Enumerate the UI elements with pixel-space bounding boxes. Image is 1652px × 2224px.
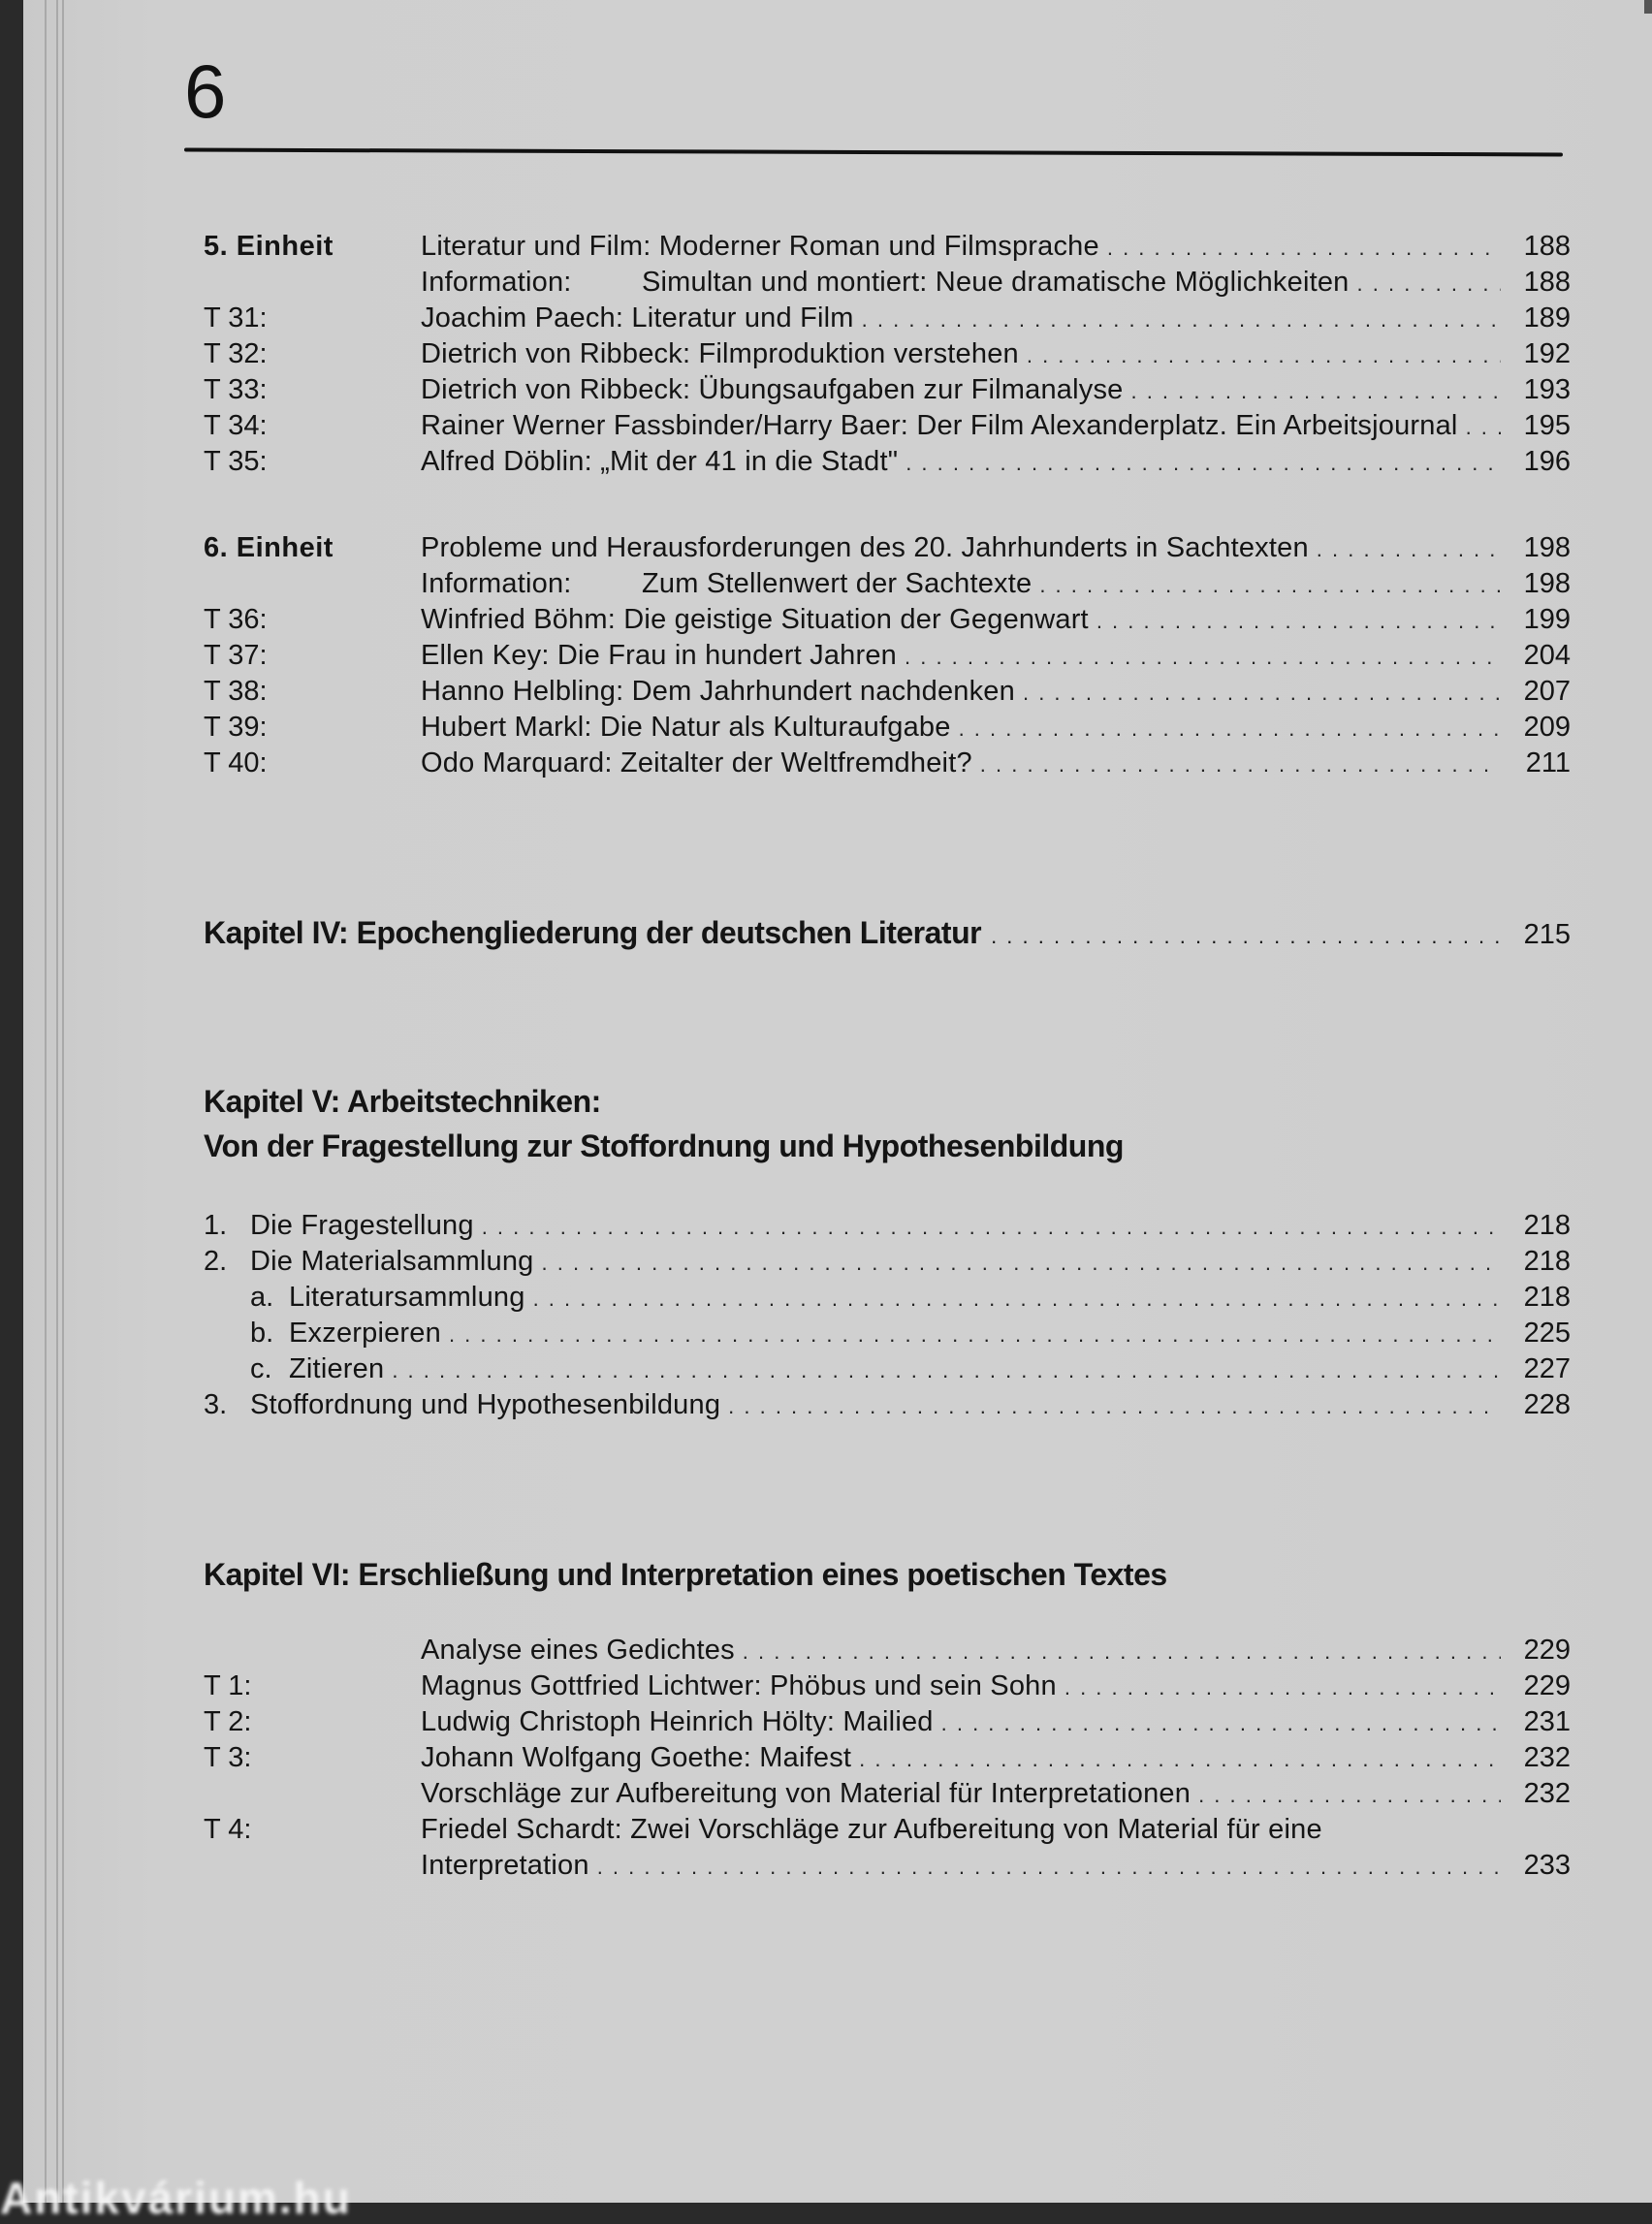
entry-page: 215 [1523, 919, 1571, 950]
entry-page: 192 [1523, 338, 1571, 369]
dot-leader [728, 1388, 1501, 1424]
dot-leader [1039, 567, 1501, 603]
entry-label: T 37: [204, 640, 268, 671]
entry-page: 188 [1523, 231, 1571, 262]
entry-page: 207 [1523, 676, 1571, 707]
entry-label: T 4: [204, 1814, 252, 1845]
toc-entry[interactable] [180, 1740, 1571, 1776]
dot-leader [991, 924, 1509, 949]
dot-leader [941, 1705, 1501, 1741]
entry-page: 218 [1523, 1282, 1571, 1313]
chapter-title: Kapitel V: Arbeitstechniken: [204, 1084, 601, 1119]
entry-title-continued: Interpretation [421, 1850, 589, 1881]
toc-entry[interactable] [180, 638, 1571, 674]
dot-leader [859, 1741, 1501, 1777]
entry-letter: c. [250, 1353, 272, 1384]
entry-page: 232 [1523, 1742, 1571, 1773]
entry-title: Zitieren [289, 1353, 385, 1384]
toc-entry[interactable] [180, 530, 1571, 566]
toc-entry[interactable] [180, 1387, 1571, 1423]
chapter-5-heading [204, 1084, 1571, 1127]
entry-label: T 3: [204, 1742, 252, 1773]
entry-title: Zum Stellenwert der Sachtexte [642, 568, 1032, 599]
entry-title: Johann Wolfgang Goethe: Maifest [421, 1742, 852, 1773]
entry-page: 231 [1523, 1706, 1571, 1737]
entry-label: T 34: [204, 410, 268, 441]
unit-label: 5. Einheit [204, 231, 334, 262]
entry-title: Vorschläge zur Aufbereitung von Material für Interpretationen [421, 1778, 1191, 1809]
entry-title: Exzerpieren [289, 1318, 441, 1349]
toc-entry[interactable] [180, 408, 1571, 444]
dot-leader [392, 1352, 1501, 1388]
entry-title: Literatur und Film: Moderner Roman und Filmsprache [421, 231, 1099, 262]
entry-page: 198 [1523, 532, 1571, 563]
toc-entry[interactable] [180, 265, 1571, 301]
dot-leader [449, 1317, 1501, 1352]
toc-entry[interactable] [180, 602, 1571, 638]
entry-letter: a. [250, 1282, 274, 1313]
entry-title: Dietrich von Ribbeck: Filmproduktion verstehen [421, 338, 1019, 369]
dot-leader [542, 1245, 1502, 1281]
dot-leader [482, 1209, 1501, 1245]
entry-label: T 33: [204, 374, 268, 405]
page-edge-line [62, 0, 64, 2203]
entry-label: T 39: [204, 712, 268, 743]
dot-leader [1023, 675, 1501, 711]
corner-mark [1644, 0, 1652, 14]
chapter-5-subheading [204, 1128, 1571, 1171]
entry-title: Ludwig Christoph Heinrich Hölty: Mailied [421, 1706, 934, 1737]
entry-page: 204 [1523, 640, 1571, 671]
entry-label: T 1: [204, 1670, 252, 1701]
toc-entry[interactable] [180, 1704, 1571, 1740]
entry-page: 209 [1523, 712, 1571, 743]
dot-leader [597, 1849, 1501, 1885]
dot-leader [1198, 1777, 1501, 1813]
chapter-4-entry[interactable] [204, 915, 1571, 958]
toc-entry[interactable] [180, 674, 1571, 710]
entry-page: 195 [1523, 410, 1571, 441]
entry-title: Stoffordnung und Hypothesenbildung [250, 1389, 721, 1420]
entry-label: T 2: [204, 1706, 252, 1737]
chapter-subtitle: Von der Fragestellung zur Stoffordnung und Hypothesenbildung [204, 1128, 1124, 1163]
entry-page: 229 [1523, 1635, 1571, 1666]
entry-title: Die Materialsammlung [250, 1246, 534, 1277]
entry-title: Friedel Schardt: Zwei Vorschläge zur Aufbereitung von Material für eine [421, 1814, 1322, 1845]
entry-label: T 38: [204, 676, 268, 707]
entry-page: 189 [1523, 302, 1571, 334]
entry-page: 193 [1523, 374, 1571, 405]
entry-title: Alfred Döblin: „Mit der 41 in die Stadt" [421, 446, 899, 477]
entry-page: 225 [1523, 1318, 1571, 1349]
entry-page: 199 [1523, 604, 1571, 635]
entry-title: Dietrich von Ribbeck: Übungsaufgaben zur Filmanalyse [421, 374, 1124, 405]
toc-entry[interactable] [180, 1244, 1571, 1280]
toc-entry[interactable] [180, 746, 1571, 781]
entry-page: 218 [1523, 1246, 1571, 1277]
toc-subentry[interactable] [180, 1351, 1571, 1387]
entry-title: Die Fragestellung [250, 1210, 474, 1241]
page-edge-line [45, 0, 47, 2203]
dot-leader [1317, 531, 1501, 567]
page-edge-line [56, 0, 58, 2203]
toc-subentry[interactable] [180, 1316, 1571, 1351]
watermark: Antikvárium.hu [0, 2173, 352, 2223]
toc-entry[interactable] [180, 710, 1571, 746]
dot-leader [1096, 603, 1501, 639]
entry-title: Analyse eines Gedichtes [421, 1635, 735, 1666]
entry-title: Hubert Markl: Die Natur als Kulturaufgabe [421, 712, 951, 743]
dot-leader [1357, 266, 1501, 302]
dot-leader [1107, 230, 1501, 266]
entry-number: 1. [204, 1210, 228, 1241]
entry-page: 196 [1523, 446, 1571, 477]
dot-leader [1064, 1669, 1501, 1705]
entry-page: 228 [1523, 1389, 1571, 1420]
toc-entry[interactable] [180, 229, 1571, 265]
dot-leader [1130, 373, 1501, 409]
entry-page: 198 [1523, 568, 1571, 599]
entry-label: T 32: [204, 338, 268, 369]
chapter-title: Kapitel IV: Epochengliederung der deutschen Literatur [204, 915, 982, 950]
entry-page: 233 [1523, 1850, 1571, 1881]
dot-leader [980, 747, 1501, 782]
dot-leader [743, 1634, 1501, 1669]
entry-title: Rainer Werner Fassbinder/Harry Baer: Der Film Alexanderplatz. Ein Arbeitsjournal [421, 410, 1458, 441]
dot-leader [1027, 337, 1501, 373]
entry-page: 211 [1525, 747, 1571, 778]
entry-page: 232 [1523, 1778, 1571, 1809]
entry-title: Odo Marquard: Zeitalter der Weltfremdheit? [421, 747, 972, 778]
entry-title: Probleme und Herausforderungen des 20. Jahrhunderts in Sachtexten [421, 532, 1309, 563]
entry-title: Ellen Key: Die Frau in hundert Jahren [421, 640, 897, 671]
toc-entry[interactable] [180, 1668, 1571, 1704]
toc-entry-continuation[interactable] [180, 1848, 1571, 1884]
entry-number: 3. [204, 1389, 228, 1420]
dot-leader [1466, 409, 1501, 445]
toc-entry[interactable] [180, 336, 1571, 372]
entry-label: T 35: [204, 446, 268, 477]
info-label: Information: [421, 568, 572, 599]
entry-number: 2. [204, 1246, 228, 1277]
toc-entry[interactable] [180, 444, 1571, 480]
dot-leader [905, 445, 1501, 481]
entry-page: 188 [1523, 267, 1571, 298]
info-label: Information: [421, 267, 572, 298]
dot-leader [959, 711, 1501, 747]
entry-title: Joachim Paech: Literatur und Film [421, 302, 854, 334]
entry-page: 227 [1523, 1353, 1571, 1384]
toc-entry[interactable] [180, 1633, 1571, 1668]
entry-letter: b. [250, 1318, 274, 1349]
entry-title: Literatursammlung [289, 1282, 525, 1313]
toc-entry[interactable] [180, 566, 1571, 602]
toc-entry[interactable] [180, 1208, 1571, 1244]
page-number: 6 [184, 48, 227, 134]
entry-title: Simultan und montiert: Neue dramatische Möglichkeiten [642, 267, 1350, 298]
entry-page: 218 [1523, 1210, 1571, 1241]
dot-leader [905, 639, 1501, 675]
chapter-title: Kapitel VI: Erschließung und Interpretation eines poetischen Textes [204, 1557, 1167, 1592]
entry-title: Hanno Helbling: Dem Jahrhundert nachdenken [421, 676, 1015, 707]
entry-label: T 36: [204, 604, 268, 635]
entry-title: Magnus Gottfried Lichtwer: Phöbus und sein Sohn [421, 1670, 1057, 1701]
toc-entry[interactable] [180, 372, 1571, 408]
entry-page: 229 [1523, 1670, 1571, 1701]
toc-entry[interactable] [180, 1776, 1571, 1812]
chapter-6-heading [204, 1557, 1571, 1600]
entry-label: T 40: [204, 747, 268, 778]
toc-entry[interactable] [180, 1812, 1571, 1848]
dot-leader [862, 302, 1501, 337]
entry-label: T 31: [204, 302, 268, 334]
toc-entry[interactable] [180, 301, 1571, 336]
unit-label: 6. Einheit [204, 532, 334, 563]
dot-leader [533, 1281, 1501, 1317]
toc-subentry[interactable] [180, 1280, 1571, 1316]
entry-title: Winfried Böhm: Die geistige Situation der Gegenwart [421, 604, 1089, 635]
